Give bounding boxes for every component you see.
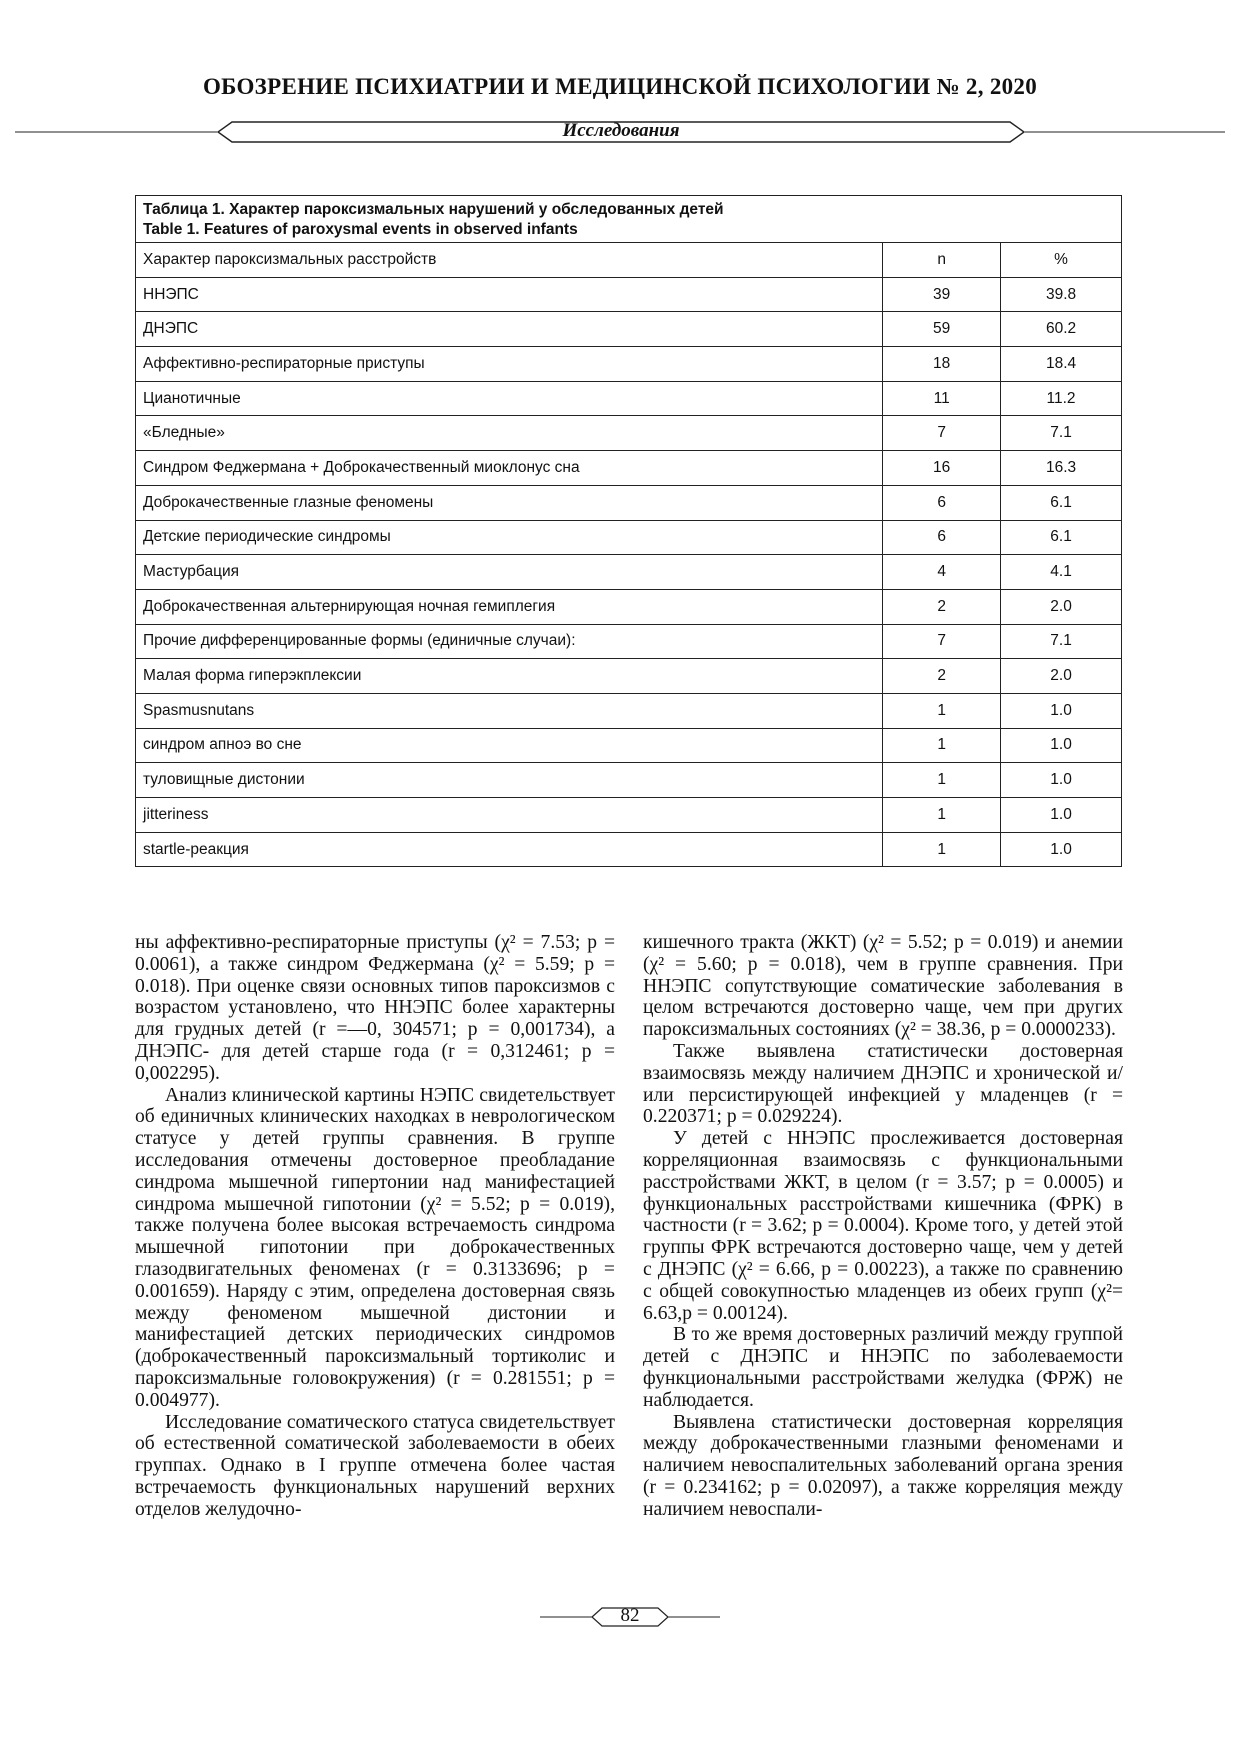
row-label: синдром апноэ во сне [136, 728, 883, 763]
table-row [136, 798, 1122, 833]
row-label: ННЭПС [136, 277, 883, 312]
table-row [136, 763, 1122, 798]
features-table [135, 195, 1122, 867]
row-n: 7 [883, 624, 1001, 659]
row-label: Доброкачественная альтернирующая ночная гемиплегия [136, 589, 883, 624]
table-row [136, 520, 1122, 555]
table-row [136, 277, 1122, 312]
row-label: Детские периодические синдромы [136, 520, 883, 555]
row-percent: 16.3 [1001, 451, 1122, 486]
row-percent: 7.1 [1001, 624, 1122, 659]
section-rule [10, 118, 1230, 146]
table-row [136, 347, 1122, 382]
row-percent: 1.0 [1001, 763, 1122, 798]
row-percent: 11.2 [1001, 381, 1122, 416]
paragraph: Выявлена статистически достоверная корреляция между доброкачественными глазными феноменами и наличием невоспалительных заболеваний органа зрения (r = 0.234162; p = 0.02097), а также корреляция между наличием невоспали- [643, 1411, 1123, 1520]
row-n: 6 [883, 520, 1001, 555]
row-percent: 2.0 [1001, 589, 1122, 624]
paragraph: У детей с ННЭПС прослеживается достоверная корреляционная взаимосвязь с функциональными расстройствами ЖКТ, в целом (r = 3.57; p = 0.0005) и функциональных расстройствами кишечника (ФРК) в частности (r = 3.62; p = 0.0004). Кроме того, у детей этой группы ФРК встречаются достоверно чаще, чем у детей с ДНЭПС (χ² = 6.66, р = 0.00223), а также по сравнению с общей совокупностью младенцев из обеих групп (χ²= 6.63,p = 0.00124). [643, 1128, 1123, 1324]
table-row [136, 555, 1122, 590]
body-right-column [643, 932, 1123, 1521]
table-caption-en: Table 1. Features of paroxysmal events in observed infants [143, 221, 578, 238]
row-percent: 7.1 [1001, 416, 1122, 451]
table-caption [136, 196, 1122, 243]
row-n: 59 [883, 312, 1001, 347]
body-left-column [135, 932, 615, 1521]
row-label: Синдром Феджермана + Доброкачественный миоклонус сна [136, 451, 883, 486]
row-percent: 1.0 [1001, 693, 1122, 728]
row-n: 6 [883, 485, 1001, 520]
table-row [136, 624, 1122, 659]
header-percent: % [1001, 243, 1122, 278]
row-label: «Бледные» [136, 416, 883, 451]
table-caption-row [136, 196, 1122, 243]
row-n: 1 [883, 728, 1001, 763]
paragraph: ны аффективно-респираторные приступы (χ² = 7.53; р = 0.0061), а также синдром Феджермана (χ² = 5.59; р = 0.018). При оценке связи основных типов пароксизмов с возрастом установлено, что ННЭПС более характерны для грудных детей (r =—0, 304571; p = 0,001734), а ДНЭПС- для детей старше года (r = 0,312461; p = 0,002295). [135, 932, 615, 1084]
row-label: Аффективно-респираторные приступы [136, 347, 883, 382]
table-row [136, 485, 1122, 520]
row-percent: 4.1 [1001, 555, 1122, 590]
row-n: 18 [883, 347, 1001, 382]
row-percent: 18.4 [1001, 347, 1122, 382]
row-label: jitteriness [136, 798, 883, 833]
row-percent: 1.0 [1001, 728, 1122, 763]
row-n: 2 [883, 659, 1001, 694]
row-percent: 1.0 [1001, 832, 1122, 867]
table-row [136, 659, 1122, 694]
row-percent: 60.2 [1001, 312, 1122, 347]
row-percent: 1.0 [1001, 798, 1122, 833]
paragraph: Также выявлена статистически достоверная взаимосвязь между наличием ДНЭПС и хронической и/или персистирующей инфекцией у младенцев (r = 0.220371; p = 0.029224). [643, 1040, 1123, 1128]
header-type: Характер пароксизмальных расстройств [136, 243, 883, 278]
row-label: Цианотичные [136, 381, 883, 416]
table-row [136, 589, 1122, 624]
table-row [136, 832, 1122, 867]
table-row [136, 416, 1122, 451]
table-header-row [136, 243, 1122, 278]
page-footer [540, 1602, 720, 1632]
table-row [136, 451, 1122, 486]
paragraph: Исследование соматического статуса свидетельствует об естественной соматической заболеваемости в обеих группах. Однако в I группе отмечена более частая встречаемость функциональных нарушений верхних отделов желудочно- [135, 1411, 615, 1520]
row-n: 4 [883, 555, 1001, 590]
header-n: n [883, 243, 1001, 278]
page-number: 82 [620, 1605, 640, 1626]
row-label: Spasmusnutans [136, 693, 883, 728]
table-row [136, 381, 1122, 416]
row-label: Мастурбация [136, 555, 883, 590]
row-label: startle-реакция [136, 832, 883, 867]
row-percent: 6.1 [1001, 485, 1122, 520]
section-label: Исследования [562, 120, 680, 141]
row-label: Прочие дифференцированные формы (единичные случаи): [136, 624, 883, 659]
row-n: 7 [883, 416, 1001, 451]
paragraph: кишечного тракта (ЖКТ) (χ² = 5.52; р = 0.019) и анемии (χ² = 5.60; р = 0.018), чем в группе сравнения. При ННЭПС сопутствующие соматические заболевания в целом встречаются достоверно чаще, чем при других пароксизмальных состояниях (χ² = 38.36, p = 0.0000233). [643, 932, 1123, 1041]
row-n: 39 [883, 277, 1001, 312]
row-label: туловищные дистонии [136, 763, 883, 798]
row-n: 11 [883, 381, 1001, 416]
journal-title: ОБОЗРЕНИЕ ПСИХИАТРИИ И МЕДИЦИНСКОЙ ПСИХОЛОГИИ № 2, 2020 [202, 74, 1038, 99]
row-n: 1 [883, 798, 1001, 833]
row-n: 2 [883, 589, 1001, 624]
row-percent: 6.1 [1001, 520, 1122, 555]
row-n: 16 [883, 451, 1001, 486]
table-row [136, 312, 1122, 347]
table-caption-ru: Таблица 1. Характер пароксизмальных нарушений у обследованных детей [143, 201, 724, 218]
paragraph: Анализ клинической картины НЭПС свидетельствует об единичных клинических находках в неврологическом статусе у детей группы сравнения. В группе исследования отмечены достоверное преобладание синдрома мышечной гипертонии над манифестацией синдрома мышечной гипотонии (χ² = 5.52; р = 0.019), также получена более высокая встречаемость синдрома мышечной гипотонии при доброкачественных глазодвигательных феноменах (r = 0.3133696; p = 0.001659). Наряду с этим, определена достоверная связь между феноменом мышечной дистонии и манифестацией детских периодических синдромов (доброкачественный пароксизмальный тортиколис и пароксизмальные головокружения) (r = 0.281551; p = 0.004977). [135, 1084, 615, 1411]
row-label: Малая форма гиперэкплексии [136, 659, 883, 694]
row-label: ДНЭПС [136, 312, 883, 347]
row-n: 1 [883, 693, 1001, 728]
row-percent: 2.0 [1001, 659, 1122, 694]
row-percent: 39.8 [1001, 277, 1122, 312]
table-row [136, 728, 1122, 763]
row-label: Доброкачественные глазные феномены [136, 485, 883, 520]
paragraph: В то же время достоверных различий между группой детей с ДНЭПС и ННЭПС по заболеваемости функциональными расстройствами желудка (ФРЖ) не наблюдается. [643, 1324, 1123, 1411]
table-row [136, 693, 1122, 728]
row-n: 1 [883, 832, 1001, 867]
row-n: 1 [883, 763, 1001, 798]
